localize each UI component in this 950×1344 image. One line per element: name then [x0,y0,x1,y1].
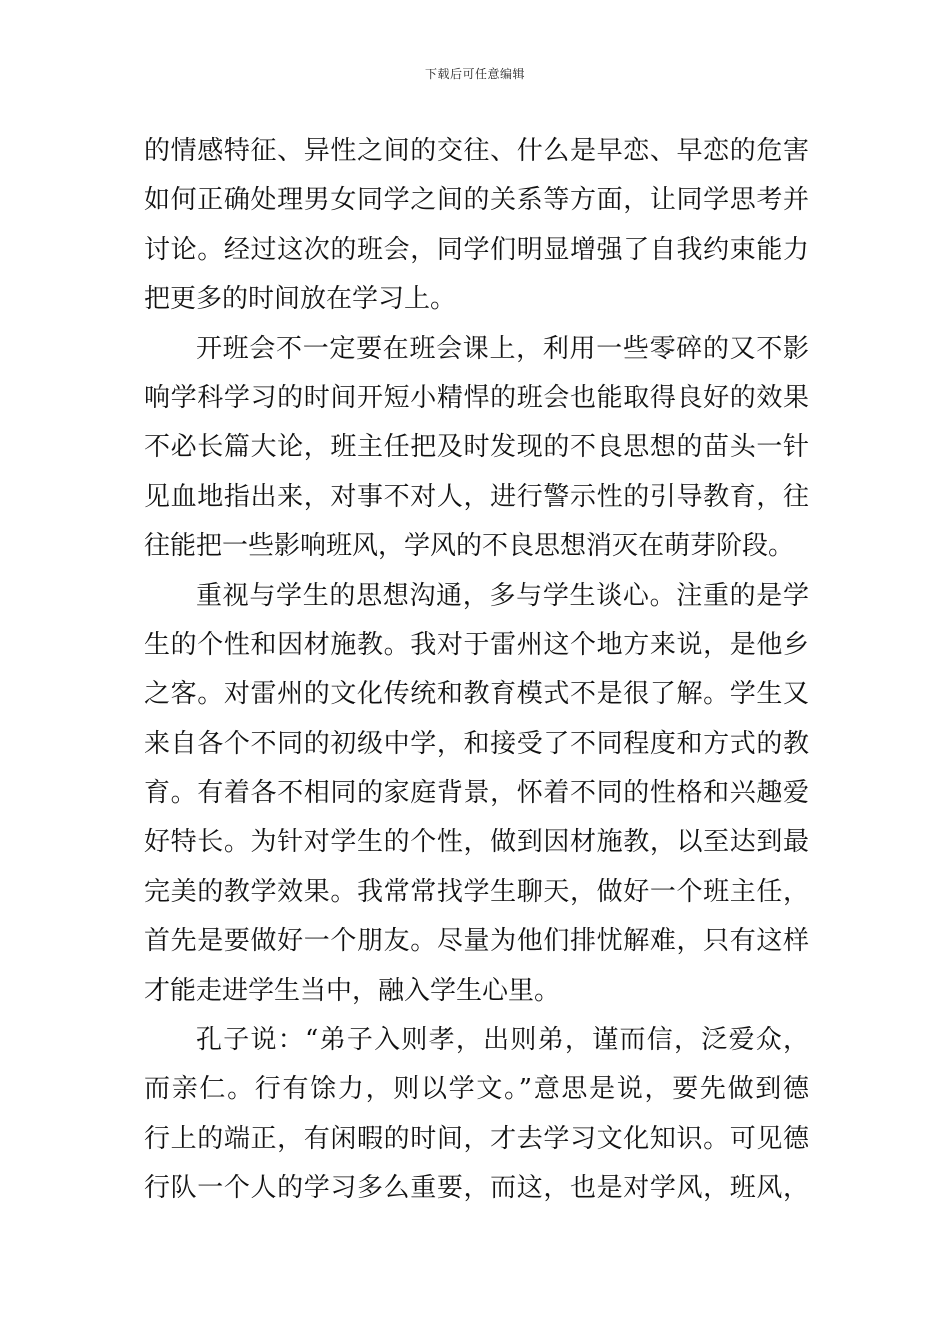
page-header: 下载后可任意编辑 [424,67,525,81]
text-line: 之客。对雷州的文化传统和教育模式不是很了解。学生又 [144,679,809,710]
text-line: 不必长篇大论，班主任把及时发现的不良思想的苗头一针 [144,432,809,463]
text-line: 完美的教学效果。我常常找学生聊天，做好一个班主任， [144,876,809,907]
paragraph-first-line: 开班会不一定要在班会课上，利用一些零碎的又不影 [196,333,809,364]
text-line: 来自各个不同的初级中学，和接受了不同程度和方式的教 [144,728,809,759]
text-line: 往能把一些影响班风，学风的不良思想消灭在萌芽阶段。 [144,531,795,562]
text-line: 好特长。为针对学生的个性，做到因材施教，以至达到最 [144,827,809,858]
text-line: 育。有着各不相同的家庭背景，怀着不同的性格和兴趣爱 [144,778,809,809]
text-line: 响学科学习的时间开短小精悍的班会也能取得良好的效果 [144,382,809,413]
text-line: 行上的端正，有闲暇的时间，才去学习文化知识。可见德 [144,1123,809,1154]
document-body [144,127,809,1214]
text-line: 把更多的时间放在学习上。 [144,284,457,315]
text-line: 而亲仁。行有馀力，则以学文。”意思是说，要先做到德 [144,1074,809,1105]
text-line: 如何正确处理男女同学之间的关系等方面，让同学思考并 [144,185,809,216]
text-line: 的情感特征、异性之间的交往、什么是早恋、早恋的危害 [144,136,809,166]
text-line: 讨论。经过这次的班会，同学们明显增强了自我约束能力 [144,234,809,265]
text-line: 行队一个人的学习多么重要，而这，也是对学风，班风， [144,1173,809,1204]
paragraph-first-line: 重视与学生的思想沟通，多与学生谈心。注重的是学 [196,580,809,611]
paragraph-first-line: 孔子说：“弟子入则孝，出则弟，谨而信，泛爱众， [196,1025,809,1056]
text-line: 见血地指出来，对事不对人，进行警示性的引导教育，往 [144,481,809,512]
text-line: 才能走进学生当中，融入学生心里。 [144,975,561,1006]
text-line: 首先是要做好一个朋友。尽量为他们排忧解难，只有这样 [144,926,809,957]
text-line: 生的个性和因材施教。我对于雷州这个地方来说，是他乡 [144,629,809,660]
